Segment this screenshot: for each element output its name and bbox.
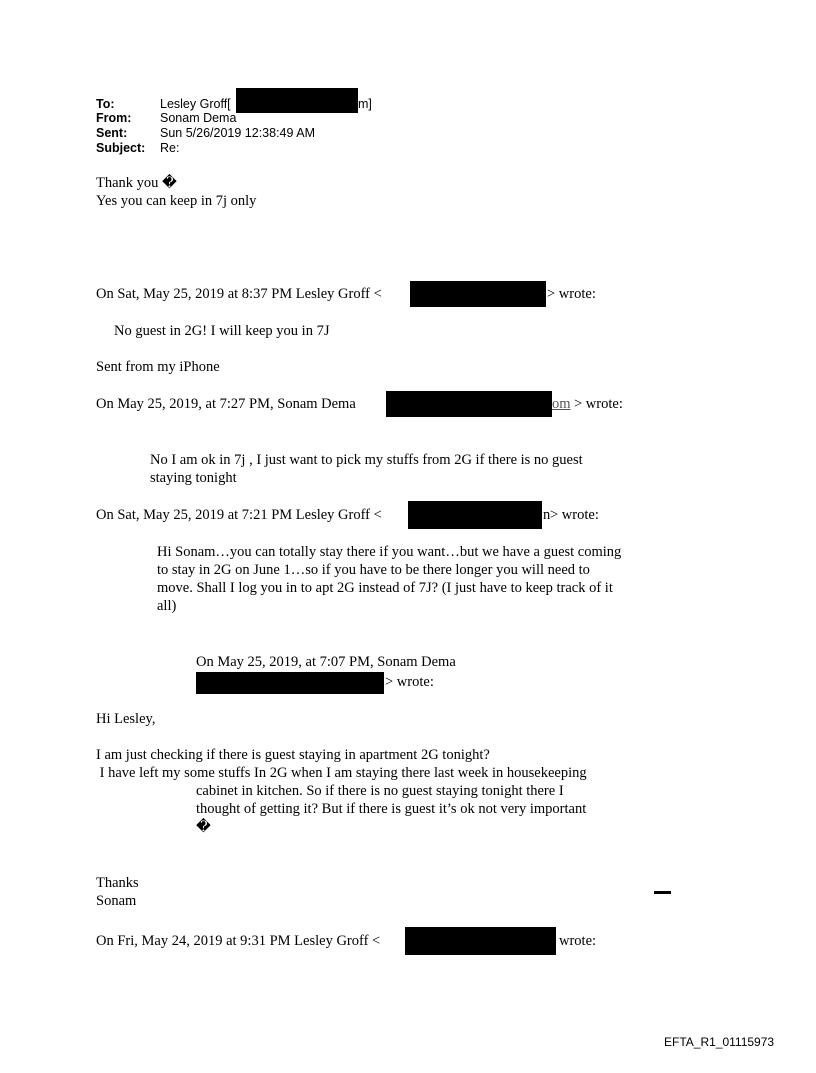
redaction-quote-1 [410, 281, 546, 307]
greeting: Hi Lesley, [96, 711, 156, 727]
quote-2-text-1: No I am ok in 7j , I just want to pick my stuffs from 2G if there is no guest [150, 452, 583, 468]
to-tail: m] [358, 97, 372, 111]
redaction-quote-3 [408, 501, 542, 529]
quote-2-email-link[interactable]: om [552, 396, 571, 412]
quote-5-wrote: wrote: [559, 933, 597, 949]
to-value: Lesley Groff[ [160, 97, 231, 111]
quote-2-wrote: > wrote: [574, 396, 623, 412]
from-value: Sonam Dema [160, 111, 237, 125]
quote-3-wrote: > wrote: [550, 507, 599, 523]
subject-label: Subject: [96, 141, 146, 155]
quote-3-tail: n [543, 507, 551, 523]
reply-line-2: Yes you can keep in 7j only [96, 193, 257, 209]
stray-dash-mark [654, 891, 671, 894]
closing-signature: Sonam [96, 893, 137, 909]
quote-1-signature: Sent from my iPhone [96, 359, 220, 375]
message-line-1: I am just checking if there is guest staying in apartment 2G tonight? [96, 747, 490, 763]
document-id: EFTA_R1_01115973 [664, 1035, 775, 1049]
message-line-4: thought of getting it? But if there is guest it’s ok not very important [196, 801, 587, 817]
quote-1-text: No guest in 2G! I will keep you in 7J [114, 323, 330, 339]
quote-4-intro: On May 25, 2019, at 7:07 PM, Sonam Dema [196, 654, 456, 670]
message-line-2: I have left my some stuffs In 2G when I am staying there last week in housekeeping [96, 765, 587, 781]
quote-3-text-1: Hi Sonam…you can totally stay there if you want…but we have a guest coming [157, 544, 622, 560]
quote-2-intro: On May 25, 2019, at 7:27 PM, Sonam Dema [96, 396, 356, 412]
sent-label: Sent: [96, 126, 128, 140]
redaction-quote-2 [386, 391, 552, 417]
redaction-quote-4 [196, 672, 384, 694]
quote-1-wrote: > wrote: [547, 286, 596, 302]
quote-3-intro: On Sat, May 25, 2019 at 7:21 PM Lesley Groff < [96, 507, 382, 523]
quote-5-intro: On Fri, May 24, 2019 at 9:31 PM Lesley Groff < [96, 933, 381, 949]
header-sent-row [96, 126, 496, 140]
quote-4-wrote: > wrote: [385, 674, 434, 690]
redaction-quote-5 [405, 927, 556, 955]
quote-3-text-2: to stay in 2G on June 1…so if you have to be there longer you will need to [157, 562, 590, 578]
message-line-3: cabinet in kitchen. So if there is no guest staying tonight there I [196, 783, 564, 799]
redaction-to-email [236, 88, 358, 113]
closing-thanks: Thanks [96, 875, 139, 891]
quote-2-text-2: staying tonight [150, 470, 237, 486]
from-label: From: [96, 111, 132, 125]
subject-value: Re: [160, 141, 180, 155]
reply-line-1: Thank you � [96, 175, 177, 191]
to-label: To: [96, 97, 115, 111]
header-from-row [96, 111, 496, 125]
message-line-5: � [196, 819, 211, 835]
quote-3-text-4: all) [157, 598, 177, 614]
quote-1-intro: On Sat, May 25, 2019 at 8:37 PM Lesley Groff < [96, 286, 382, 302]
header-subject-row [96, 141, 496, 155]
quote-3-text-3: move. Shall I log you in to apt 2G instead of 7J? (I just have to keep track of it [157, 580, 613, 596]
sent-value: Sun 5/26/2019 12:38:49 AM [160, 126, 315, 140]
